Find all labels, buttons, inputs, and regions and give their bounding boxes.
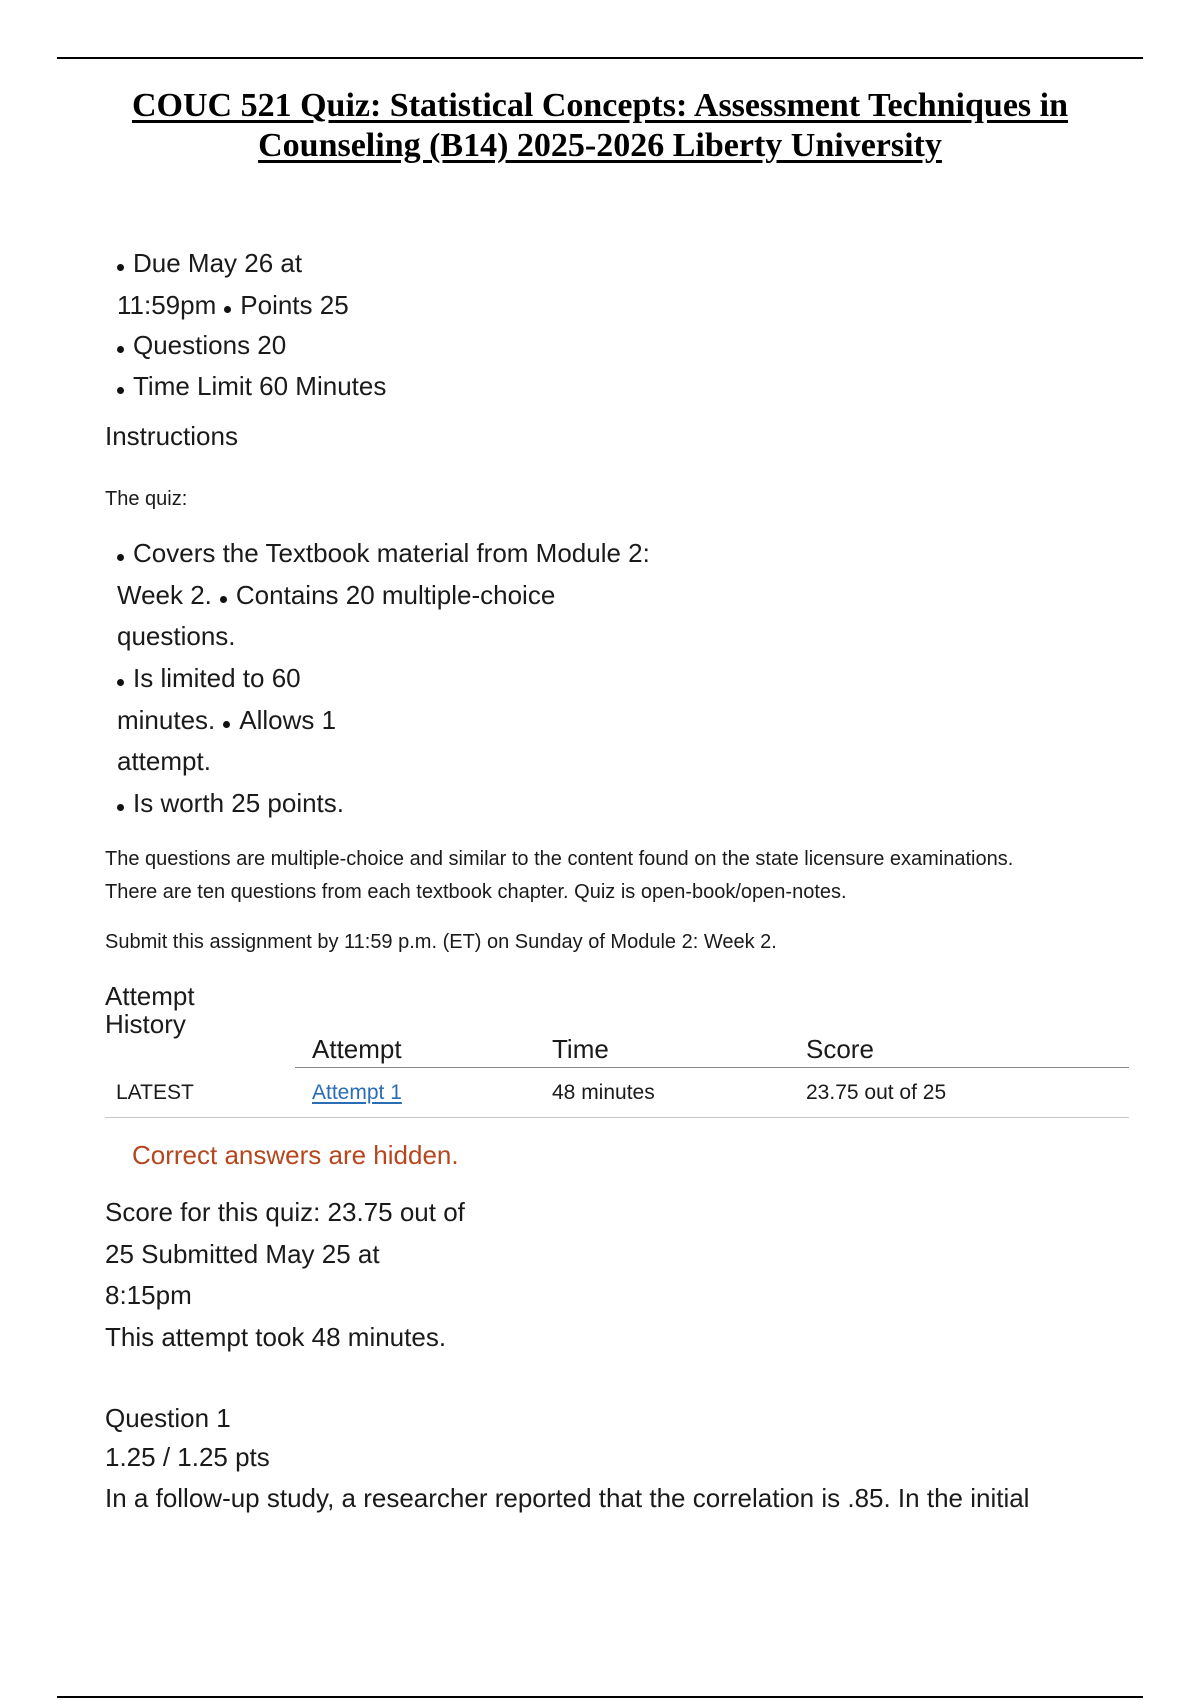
inst-covers-a: Covers the Textbook material from Module 2:	[133, 538, 650, 568]
inst-worth: Is worth 25 points.	[133, 788, 344, 818]
question-text: In a follow-up study, a researcher reported that the correlation is .85. In the initial	[105, 1483, 1030, 1513]
bullet-icon	[117, 804, 124, 811]
table-row-rule	[105, 1117, 1129, 1118]
column-header-score: Score	[806, 1034, 874, 1064]
bullet-icon	[117, 554, 124, 561]
instructions-heading: Instructions	[105, 421, 238, 451]
attempt-history-title-line-1: Attempt	[105, 981, 195, 1011]
inst-limited-line	[115, 663, 301, 693]
instructions-paragraph-line-2: There are ten questions from each textbook chapter. Quiz is open-book/open-notes.	[105, 881, 847, 903]
instructions-paragraph-line-1: The questions are multiple-choice and similar to the content found on the state licensure examinations.	[105, 848, 1014, 870]
meta-due-line-1	[115, 248, 302, 278]
meta-questions-line	[115, 330, 286, 360]
bullet-icon	[220, 596, 227, 603]
bullet-icon	[117, 679, 124, 686]
column-header-time: Time	[552, 1034, 609, 1064]
bullet-icon	[117, 264, 124, 271]
instructions-intro: The quiz:	[105, 488, 188, 510]
attempt-history-title	[105, 982, 195, 1038]
table-header-rule	[295, 1067, 1129, 1068]
bullet-icon	[224, 306, 231, 313]
inst-week-contains-line	[117, 580, 555, 610]
question-points: 1.25 / 1.25 pts	[105, 1442, 270, 1472]
inst-allows-b: attempt.	[117, 746, 211, 776]
bullet-icon	[117, 387, 124, 394]
inst-covers-line	[115, 538, 650, 568]
bullet-icon	[223, 721, 230, 728]
meta-points: Points 25	[240, 290, 349, 320]
attempt-latest-label: LATEST	[116, 1081, 194, 1104]
meta-questions: Questions 20	[133, 330, 287, 360]
attempt-time: 48 minutes	[552, 1081, 655, 1104]
column-header-attempt: Attempt	[312, 1034, 402, 1064]
bottom-rule	[57, 1696, 1143, 1698]
document-title	[80, 86, 1120, 166]
inst-contains-a: Contains 20 multiple-choice	[235, 580, 556, 610]
score-line-2: 25 Submitted May 25 at	[105, 1239, 380, 1269]
inst-limited-b: minutes.	[117, 705, 216, 735]
attempt-history-title-line-2: History	[105, 1009, 186, 1039]
title-line-2: Counseling (B14) 2025-2026 Liberty University	[258, 127, 942, 164]
inst-worth-line	[115, 788, 344, 818]
top-rule	[57, 57, 1143, 59]
meta-time-limit: Time Limit 60 Minutes	[133, 371, 387, 401]
score-line-3: 8:15pm	[105, 1280, 192, 1310]
correct-answers-hidden-note: Correct answers are hidden.	[132, 1140, 459, 1170]
bullet-icon	[117, 346, 124, 353]
inst-covers-b: Week 2.	[117, 580, 212, 610]
meta-due-b: 11:59pm	[117, 290, 217, 320]
inst-minutes-allows-line	[117, 705, 336, 735]
attempt-score: 23.75 out of 25	[806, 1081, 947, 1104]
title-line-1: COUC 521 Quiz: Statistical Concepts: Assessment Techniques in	[131, 87, 1068, 124]
attempt-duration-text: This attempt took 48 minutes.	[105, 1322, 447, 1352]
meta-due-a: Due May 26 at	[133, 248, 303, 278]
question-label: Question 1	[105, 1403, 231, 1433]
attempt-1-link[interactable]: Attempt 1	[312, 1081, 402, 1104]
score-line-1: Score for this quiz: 23.75 out of	[105, 1197, 465, 1227]
inst-contains-b: questions.	[117, 621, 236, 651]
meta-time-limit-line	[115, 371, 386, 401]
inst-limited-a: Is limited to 60	[133, 663, 301, 693]
submit-deadline-text: Submit this assignment by 11:59 p.m. (ET) on Sunday of Module 2: Week 2.	[105, 931, 777, 953]
inst-allows-a: Allows 1	[239, 705, 337, 735]
meta-due-points-line	[117, 290, 349, 320]
